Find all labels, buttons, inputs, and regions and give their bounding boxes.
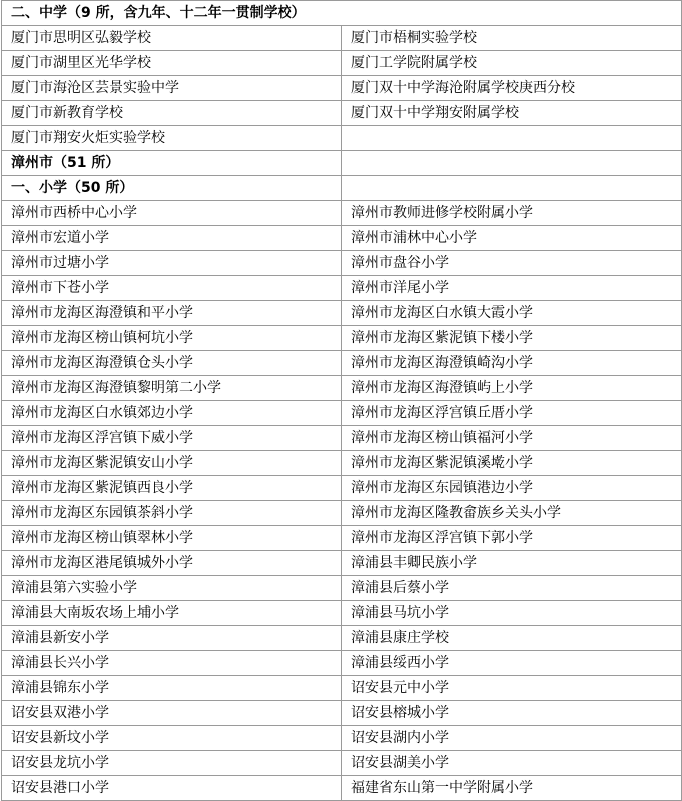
school-name-cell: 厦门市海沧区芸景实验中学 xyxy=(2,76,342,101)
table-row xyxy=(2,126,682,151)
school-name-cell: 漳州市龙海区榜山镇福河小学 xyxy=(342,426,682,451)
school-name-cell: 漳州市浦林中心小学 xyxy=(342,226,682,251)
school-name-cell: 漳浦县第六实验小学 xyxy=(2,576,342,601)
table-row xyxy=(2,326,682,351)
section-header-primary-schools xyxy=(2,176,682,201)
table-row xyxy=(2,226,682,251)
table-row xyxy=(2,476,682,501)
table-row xyxy=(2,401,682,426)
city-title-zhangzhou: 漳州市（51 所） xyxy=(2,151,342,176)
table-row xyxy=(2,426,682,451)
school-name-cell: 漳州市龙海区紫泥镇西良小学 xyxy=(2,476,342,501)
school-name-cell: 漳州市龙海区隆教畲族乡关头小学 xyxy=(342,501,682,526)
table-row xyxy=(2,651,682,676)
school-name-cell: 漳州市下苍小学 xyxy=(2,276,342,301)
table-body xyxy=(2,1,682,801)
school-name-cell: 漳州市龙海区紫泥镇下楼小学 xyxy=(342,326,682,351)
table-row xyxy=(2,576,682,601)
table-row xyxy=(2,451,682,476)
table-row xyxy=(2,676,682,701)
table-row xyxy=(2,501,682,526)
school-name-cell: 厦门双十中学翔安附属学校 xyxy=(342,101,682,126)
table-row xyxy=(2,751,682,776)
school-name-cell: 漳州市龙海区榜山镇翠林小学 xyxy=(2,526,342,551)
section-title-primary-schools: 一、小学（50 所） xyxy=(2,176,342,201)
school-name-cell: 漳州市洋尾小学 xyxy=(342,276,682,301)
school-name-cell: 诏安县双港小学 xyxy=(2,701,342,726)
school-name-cell: 诏安县龙坑小学 xyxy=(2,751,342,776)
empty-cell xyxy=(342,151,682,176)
school-name-cell: 漳浦县锦东小学 xyxy=(2,676,342,701)
empty-cell xyxy=(342,176,682,201)
table-row xyxy=(2,351,682,376)
section-header-middle-schools xyxy=(2,1,682,26)
table-row xyxy=(2,26,682,51)
school-name-cell: 漳州市龙海区东园镇港边小学 xyxy=(342,476,682,501)
school-name-cell: 漳浦县马坑小学 xyxy=(342,601,682,626)
table-row xyxy=(2,51,682,76)
school-list-table xyxy=(1,0,682,801)
school-name-cell: 厦门市思明区弘毅学校 xyxy=(2,26,342,51)
school-name-cell: 漳州市龙海区紫泥镇溪墘小学 xyxy=(342,451,682,476)
school-name-cell: 漳州市龙海区白水镇郊边小学 xyxy=(2,401,342,426)
school-name-cell: 诏安县新坟小学 xyxy=(2,726,342,751)
table-row xyxy=(2,301,682,326)
school-name-cell: 厦门双十中学海沧附属学校庚西分校 xyxy=(342,76,682,101)
table-row xyxy=(2,201,682,226)
school-name-cell: 漳州市龙海区东园镇茶斜小学 xyxy=(2,501,342,526)
school-name-cell: 漳浦县绥西小学 xyxy=(342,651,682,676)
school-name-cell: 漳州市龙海区浮宫镇下郭小学 xyxy=(342,526,682,551)
school-name-cell: 漳州市教师进修学校附属小学 xyxy=(342,201,682,226)
school-name-cell: 漳州市龙海区榜山镇柯坑小学 xyxy=(2,326,342,351)
table-row xyxy=(2,76,682,101)
school-name-cell: 漳州市龙海区海澄镇和平小学 xyxy=(2,301,342,326)
school-name-cell: 漳州市龙海区白水镇大霞小学 xyxy=(342,301,682,326)
school-name-cell: 厦门市湖里区光华学校 xyxy=(2,51,342,76)
table-row xyxy=(2,726,682,751)
school-name-cell: 漳州市龙海区海澄镇屿上小学 xyxy=(342,376,682,401)
school-name-cell: 漳州市龙海区海澄镇仓头小学 xyxy=(2,351,342,376)
school-name-cell: 诏安县湖美小学 xyxy=(342,751,682,776)
school-name-cell: 漳州市龙海区港尾镇城外小学 xyxy=(2,551,342,576)
school-name-cell xyxy=(342,126,682,151)
table-row xyxy=(2,626,682,651)
table-row xyxy=(2,251,682,276)
table-row xyxy=(2,776,682,801)
school-name-cell: 漳州市西桥中心小学 xyxy=(2,201,342,226)
table-row xyxy=(2,101,682,126)
school-name-cell: 漳浦县新安小学 xyxy=(2,626,342,651)
table-row xyxy=(2,276,682,301)
school-name-cell: 厦门工学院附属学校 xyxy=(342,51,682,76)
table-row xyxy=(2,701,682,726)
school-name-cell: 漳州市过塘小学 xyxy=(2,251,342,276)
table-row xyxy=(2,376,682,401)
school-name-cell: 漳州市龙海区浮宫镇丘厝小学 xyxy=(342,401,682,426)
school-name-cell: 诏安县湖内小学 xyxy=(342,726,682,751)
table-row xyxy=(2,551,682,576)
school-name-cell: 漳浦县后蔡小学 xyxy=(342,576,682,601)
school-name-cell: 漳州市龙海区海澄镇崎沟小学 xyxy=(342,351,682,376)
school-name-cell: 厦门市新教育学校 xyxy=(2,101,342,126)
school-name-cell: 漳浦县丰卿民族小学 xyxy=(342,551,682,576)
school-name-cell: 诏安县港口小学 xyxy=(2,776,342,801)
school-name-cell: 漳州市宏道小学 xyxy=(2,226,342,251)
school-name-cell: 诏安县元中小学 xyxy=(342,676,682,701)
school-name-cell: 厦门市梧桐实验学校 xyxy=(342,26,682,51)
school-name-cell: 漳浦县大南坂农场上埔小学 xyxy=(2,601,342,626)
school-name-cell: 漳州市龙海区浮宫镇下威小学 xyxy=(2,426,342,451)
school-name-cell: 漳浦县长兴小学 xyxy=(2,651,342,676)
school-name-cell: 诏安县榕城小学 xyxy=(342,701,682,726)
city-header-zhangzhou xyxy=(2,151,682,176)
table-row xyxy=(2,526,682,551)
school-name-cell: 漳州市龙海区紫泥镇安山小学 xyxy=(2,451,342,476)
school-name-cell: 福建省东山第一中学附属小学 xyxy=(342,776,682,801)
section-title-middle-schools: 二、中学（9 所，含九年、十二年一贯制学校） xyxy=(2,1,682,26)
table-row xyxy=(2,601,682,626)
school-name-cell: 漳州市盘谷小学 xyxy=(342,251,682,276)
school-name-cell: 漳州市龙海区海澄镇黎明第二小学 xyxy=(2,376,342,401)
school-name-cell: 漳浦县康庄学校 xyxy=(342,626,682,651)
school-name-cell: 厦门市翔安火炬实验学校 xyxy=(2,126,342,151)
